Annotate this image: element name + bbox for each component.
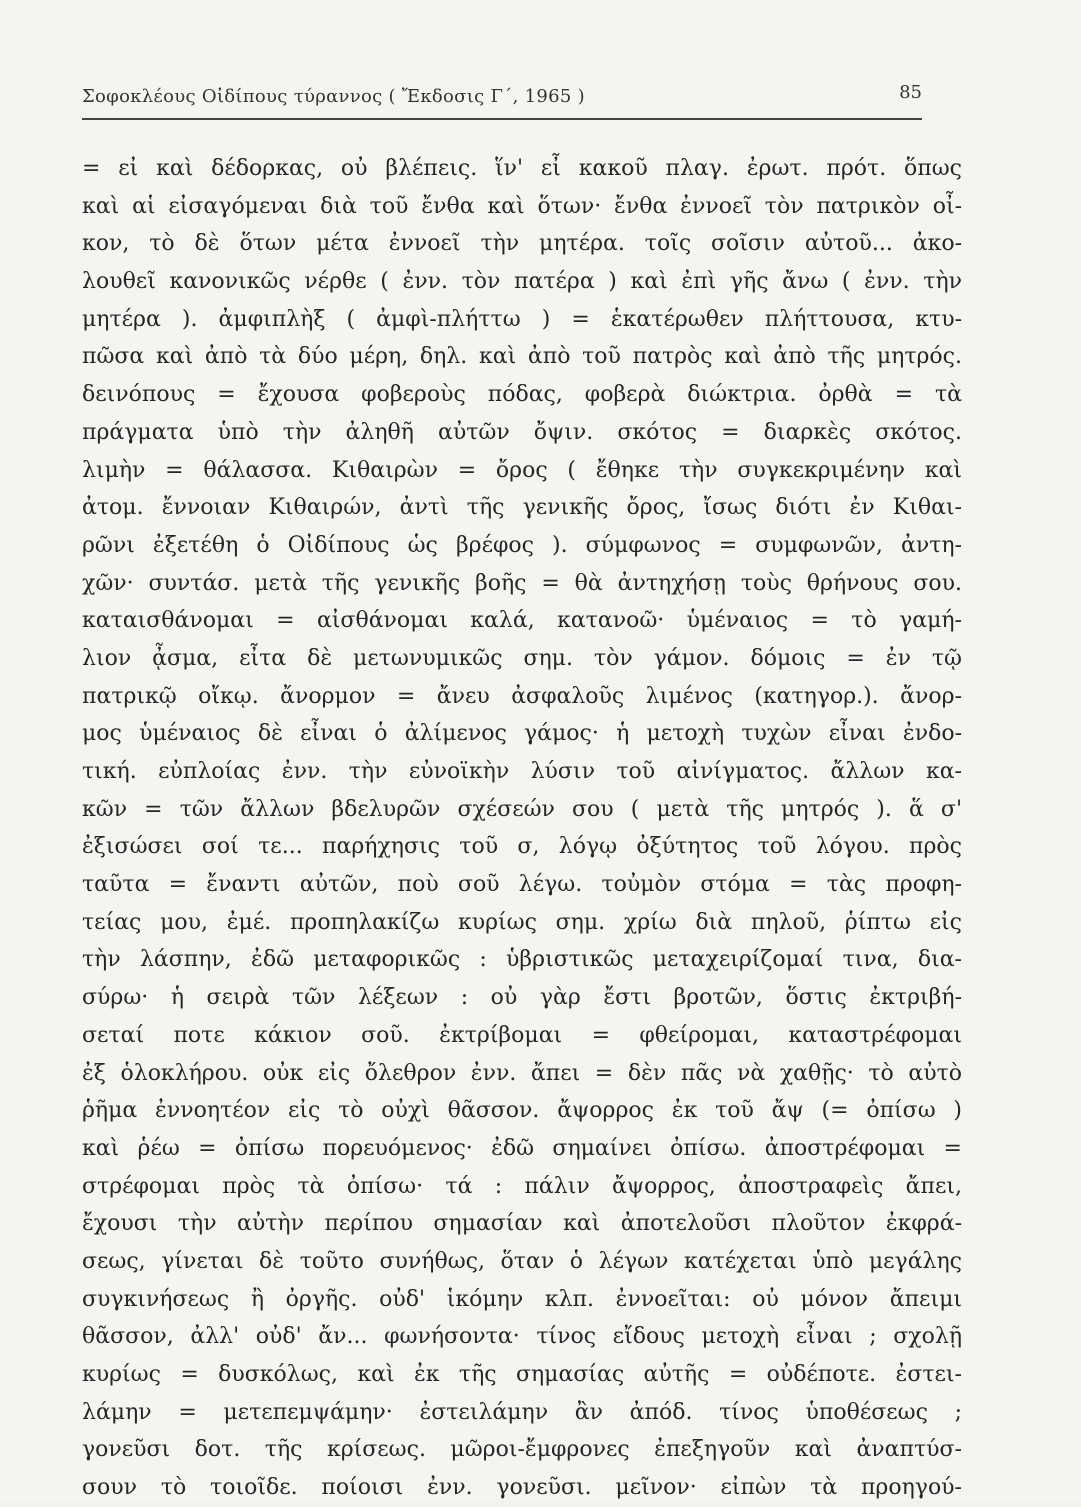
text-line: λάμην = μετεπεμψάμην· ἐστειλάμην ἂν ἀπόδ. τίνος ὑποθέσεως ; (82, 1399, 962, 1425)
text-line: χῶν· συντάσ. μετὰ τῆς γενικῆς βοῆς = θὰ ἀντηχήσῃ τοὺς θρήνους σου. (82, 570, 962, 596)
text-line: τείας μου, ἐμέ. προπηλακίζω κυρίως σημ. χρίω διὰ πηλοῦ, ῥίπτω εἰς (82, 909, 962, 935)
text-line: τική. εὐπλοίας ἐνν. τὴν εὐνοϊκὴν λύσιν τοῦ αἰνίγματος. ἄλλων κα- (82, 759, 962, 784)
text-line: μος ὑμέναιος δὲ εἶναι ὁ ἀλίμενος γάμος· ἡ μετοχὴ τυχὼν εἶναι ἐνδο- (82, 721, 962, 747)
text-line: ἐξισώσει σοί τε... παρήχησις τοῦ σ, λόγῳ ὀξύτητος τοῦ λόγου. πρὸς (82, 834, 962, 860)
text-line: δεινόπους = ἔχουσα φοβεροὺς πόδας, φοβερὰ διώκτρια. ὀρθὰ = τὰ (82, 382, 962, 408)
text-line: καὶ αἱ εἰσαγόμεναι διὰ τοῦ ἔνθα καὶ ὅτων· ἔνθα ἐννοεῖ τὸν πατρικὸν οἶ- (82, 193, 962, 219)
text-line: πῶσα καὶ ἀπὸ τὰ δύο μέρη, δηλ. καὶ ἀπὸ τοῦ πατρὸς καὶ ἀπὸ τῆς μητρός. (82, 344, 962, 370)
header-rule (82, 118, 922, 120)
text-line: σεως, γίνεται δὲ τοῦτο συνήθως, ὅταν ὁ λέγων κατέχεται ὑπὸ μεγάλης (82, 1248, 962, 1274)
text-line: συγκινήσεως ἢ ὀργῆς. οὐδ' ἱκόμην κλπ. ἐννοεῖται: οὐ μόνον ἄπειμι (82, 1286, 962, 1312)
text-line: ἐξ ὁλοκλήρου. οὐκ εἰς ὄλεθρον ἐνν. ἄπει = δὲν πᾶς νὰ χαθῇς· τὸ αὐτὸ (82, 1060, 962, 1086)
text-line: ἔχουσι τὴν αὐτὴν περίπου σημασίαν καὶ ἀποτελοῦσι πλοῦτον ἐκφρά- (82, 1211, 962, 1237)
text-line: ῥῆμα ἐννοητέον εἰς τὸ οὐχὶ θᾶσσον. ἄψορρος ἐκ τοῦ ἄψ (= ὀπίσω ) (82, 1098, 962, 1124)
text-line: γονεῦσι δοτ. τῆς κρίσεως. μῶροι-ἔμφρονες ἐπεξηγοῦν καὶ ἀναπτύσ- (82, 1437, 962, 1463)
text-line: θᾶσσον, ἀλλ' οὐδ' ἄν... φωνήσοντα· τίνος εἴδους μετοχὴ εἶναι ; σχολῇ (82, 1324, 962, 1350)
running-header (82, 82, 922, 118)
commentary-text (82, 150, 962, 1507)
text-line: λουθεῖ κανονικῶς νέρθε ( ἐνν. τὸν πατέρα ) καὶ ἐπὶ γῆς ἄνω ( ἐνν. τὴν (82, 269, 962, 295)
text-line: πράγματα ὑπὸ τὴν ἀληθῆ αὐτῶν ὄψιν. σκότος = διαρκὲς σκότος. (82, 419, 962, 445)
text-line: σύρω· ἡ σειρὰ τῶν λέξεων : οὐ γὰρ ἔστι βροτῶν, ὅστις ἐκτριβή- (82, 985, 962, 1011)
text-line: καὶ ῥέω = ὀπίσω πορευόμενος· ἐδῶ σημαίνει ὀπίσω. ἀποστρέφομαι = (82, 1135, 962, 1161)
text-line: κον, τὸ δὲ ὅτων μέτα ἐννοεῖ τὴν μητέρα. τοῖς σοῖσιν αὐτοῦ... ἀκο- (82, 231, 962, 257)
text-line: λιμὴν = θάλασσα. Κιθαιρὼν = ὄρος ( ἔθηκε τὴν συγκεκριμένην καὶ (82, 457, 962, 483)
text-line: στρέφομαι πρὸς τὰ ὀπίσω· τά : πάλιν ἄψορρος, ἀποστραφεὶς ἄπει, (82, 1173, 962, 1199)
text-line: κῶν = τῶν ἄλλων βδελυρῶν σχέσεών σου ( μετὰ τῆς μητρός ). ἅ σ' (82, 796, 962, 822)
text-line: μητέρα ). ἀμφιπλὴξ ( ἀμφὶ-πλήττω ) = ἑκατέρωθεν πλήττουσα, κτυ- (82, 306, 962, 332)
text-line: ἀτομ. ἔννοιαν Κιθαιρών, ἀντὶ τῆς γενικῆς ὄρος, ἴσως διότι ἐν Κιθαι- (82, 495, 962, 521)
text-line: κυρίως = δυσκόλως, καὶ ἐκ τῆς σημασίας αὐτῆς = οὐδέποτε. ἐστει- (82, 1362, 962, 1387)
header-title: Σοφοκλέους Οἰδίπους τύραννος ( Ἔκδοσις Γ΄, 1965 ) (82, 86, 586, 107)
page-number: 85 (899, 82, 922, 103)
text-line: σουν τὸ τοιοῖδε. ποίοισι ἐνν. γονεῦσι. μεῖνον· εἰπὼν τὰ προηγού- (82, 1475, 962, 1501)
text-line: ρῶνι ἐξετέθη ὁ Οἰδίπους ὡς βρέφος ). σύμφωνος = συμφωνῶν, ἀντη- (82, 532, 962, 558)
text-line: σεταί ποτε κάκιον σοῦ. ἐκτρίβομαι = φθείρομαι, καταστρέφομαι (82, 1022, 962, 1048)
text-line: = εἰ καὶ δέδορκας, οὐ βλέπεις. ἵν' εἶ κακοῦ πλαγ. ἐρωτ. πρότ. ὅπως (82, 156, 962, 181)
text-line: ταῦτα = ἔναντι αὐτῶν, ποὺ σοῦ λέγω. τοὐμὸν στόμα = τὰς προφη- (82, 872, 962, 898)
text-line: τὴν λάσπην, ἐδῶ μεταφορικῶς : ὑβριστικῶς μεταχειρίζομαί τινα, δια- (82, 947, 962, 973)
text-line: πατρικῷ οἴκῳ. ἄνορμον = ἄνευ ἀσφαλοῦς λιμένος (κατηγορ.). ἄνορ- (82, 683, 962, 709)
text-line: λιον ᾆσμα, εἶτα δὲ μετωνυμικῶς σημ. τὸν γάμον. δόμοις = ἐν τῷ (82, 645, 962, 671)
text-line: καταισθάνομαι = αἰσθάνομαι καλά, κατανοῶ· ὑμέναιος = τὸ γαμή- (82, 608, 962, 634)
